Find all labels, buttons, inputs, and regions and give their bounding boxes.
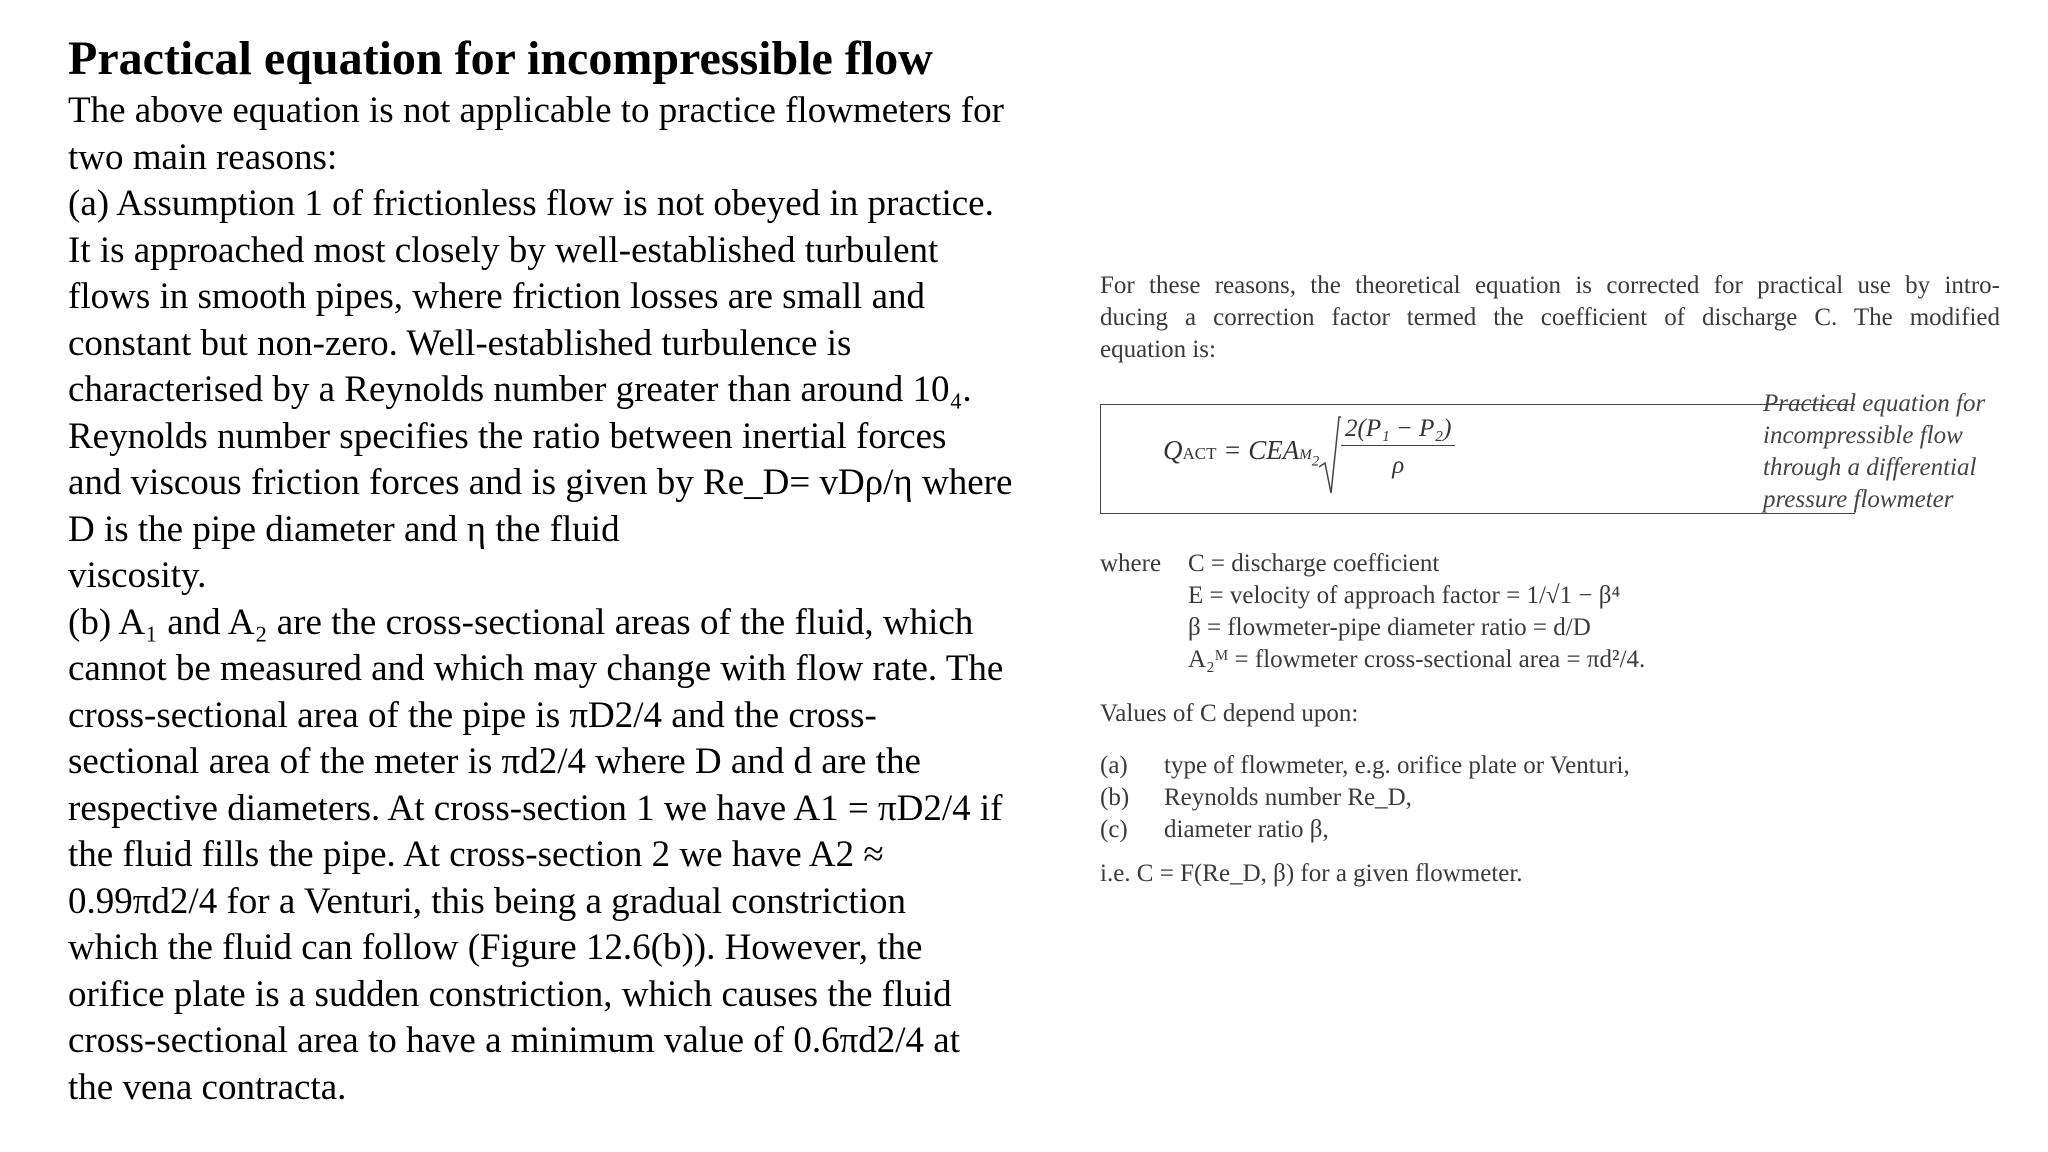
- body-line: the fluid fills the pipe. At cross-section 2 we have A2 ≈: [68, 834, 884, 875]
- body-line: sectional area of the meter is πd2/4 where D and d are the: [68, 741, 921, 782]
- intro-paragraph: [1100, 270, 2000, 366]
- body-line: flows in smooth pipes, where friction losses are small and: [68, 276, 925, 317]
- factor-item: [1100, 814, 1630, 846]
- body-line: orifice plate is a sudden constriction, which causes the fluid: [68, 973, 952, 1015]
- body-line: 0.99πd2/4 for a Venturi, this being a gradual constriction: [68, 880, 906, 922]
- factor-key: (b): [1100, 784, 1130, 811]
- body-line: D is the pipe diameter and η the fluid: [68, 508, 620, 550]
- body-line: viscosity.: [68, 555, 207, 596]
- body-line: respective diameters. At cross-section 1 we have A1 = πD2/4 if: [68, 787, 1003, 829]
- intro-line: For these reasons, the theoretical equation is corrected for practical use by intro-: [1100, 272, 2000, 299]
- equation-fraction: [1341, 415, 1455, 480]
- equation-denominator: ρ: [1392, 452, 1405, 479]
- body-line: cannot be measured and which may change with flow rate. The: [68, 648, 1004, 689]
- factor-text: diameter ratio β,: [1164, 816, 1329, 843]
- equation-a-sub: 2: [1311, 453, 1320, 470]
- body-line: the vena contracta.: [68, 1066, 347, 1108]
- body-line: It is approached most closely by well-established turbulent: [68, 229, 939, 271]
- equation-box: [1100, 404, 1753, 514]
- definition-text: C = discharge coefficient: [1188, 550, 1440, 577]
- equation-rhs: = CEA: [1216, 435, 1300, 465]
- body-line: (a) Assumption 1 of frictionless flow is not obeyed in practice.: [68, 183, 994, 224]
- caption-line: through a differential: [1763, 454, 1977, 481]
- definition-row: [1100, 644, 1645, 676]
- intro-line: equation is:: [1100, 336, 1216, 363]
- body-line: cross-sectional area of the pipe is πD2/4 and the cross-: [68, 694, 877, 736]
- factor-text: type of flowmeter, e.g. orifice plate or Venturi,: [1164, 752, 1630, 779]
- definition-text: E = velocity of approach factor = 1/√1 − β⁴: [1188, 582, 1621, 609]
- caption-line: incompressible flow: [1763, 422, 1963, 449]
- body-line: which the fluid can follow (Figure 12.6(b)). However, the: [68, 927, 923, 968]
- definition-row: [1100, 580, 1645, 612]
- square-root-icon: [1319, 415, 1341, 495]
- caption-line: pressure flowmeter: [1763, 486, 1954, 513]
- page-title: Practical equation for incompressible flow: [68, 32, 933, 85]
- equation-a-sup: M: [1299, 447, 1312, 463]
- body-text: [68, 88, 1078, 1111]
- equation-caption: [1763, 388, 1985, 516]
- body-line: cross-sectional area to have a minimum value of 0.6πd2/4 at: [68, 1020, 961, 1061]
- body-line: two main reasons:: [68, 136, 338, 178]
- factor-text: Reynolds number Re_D,: [1164, 784, 1412, 811]
- body-line: (b) A₁ and A₂ are the cross-sectional areas of the fluid, which: [68, 601, 974, 643]
- c-depends-text: Values of C depend upon:: [1100, 700, 1359, 727]
- intro-line: ducing a correction factor termed the coefficient of discharge C. The modified: [1100, 304, 2000, 331]
- definition-text: β = flowmeter-pipe diameter ratio = d/D: [1188, 614, 1591, 641]
- equation-lhs: [1163, 435, 1319, 470]
- factor-item: [1100, 782, 1630, 814]
- body-line: constant but non-zero. Well-established turbulence is: [68, 322, 852, 364]
- ie-statement: i.e. C = F(Re_D, β) for a given flowmeter.: [1100, 860, 1523, 887]
- factor-item: [1100, 750, 1630, 782]
- equation-numerator: 2(P₁ − P₂): [1341, 415, 1455, 446]
- caption-line: Practical equation for: [1763, 390, 1986, 417]
- left-text-column: [68, 30, 1078, 1111]
- where-label: where: [1100, 550, 1162, 577]
- equation-q-sub: ACT: [1182, 444, 1217, 463]
- body-line: and viscous friction forces and is given by Re_D= vDρ/η where: [68, 462, 1013, 503]
- definition-row: [1100, 612, 1645, 644]
- factor-key: (c): [1100, 816, 1128, 843]
- equation-q: Q: [1163, 435, 1183, 465]
- body-line: characterised by a Reynolds number greater than around 10₄.: [68, 369, 972, 410]
- factor-key: (a): [1100, 752, 1128, 779]
- definition-row: [1100, 548, 1645, 580]
- definition-text: A₂ᴹ = flowmeter cross-sectional area = πd²/4.: [1188, 646, 1646, 673]
- body-line: Reynolds number specifies the ratio between inertial forces: [68, 415, 947, 457]
- where-definitions: [1100, 548, 1645, 676]
- body-line: The above equation is not applicable to practice flowmeters for: [68, 90, 1004, 131]
- factor-list: [1100, 750, 1630, 846]
